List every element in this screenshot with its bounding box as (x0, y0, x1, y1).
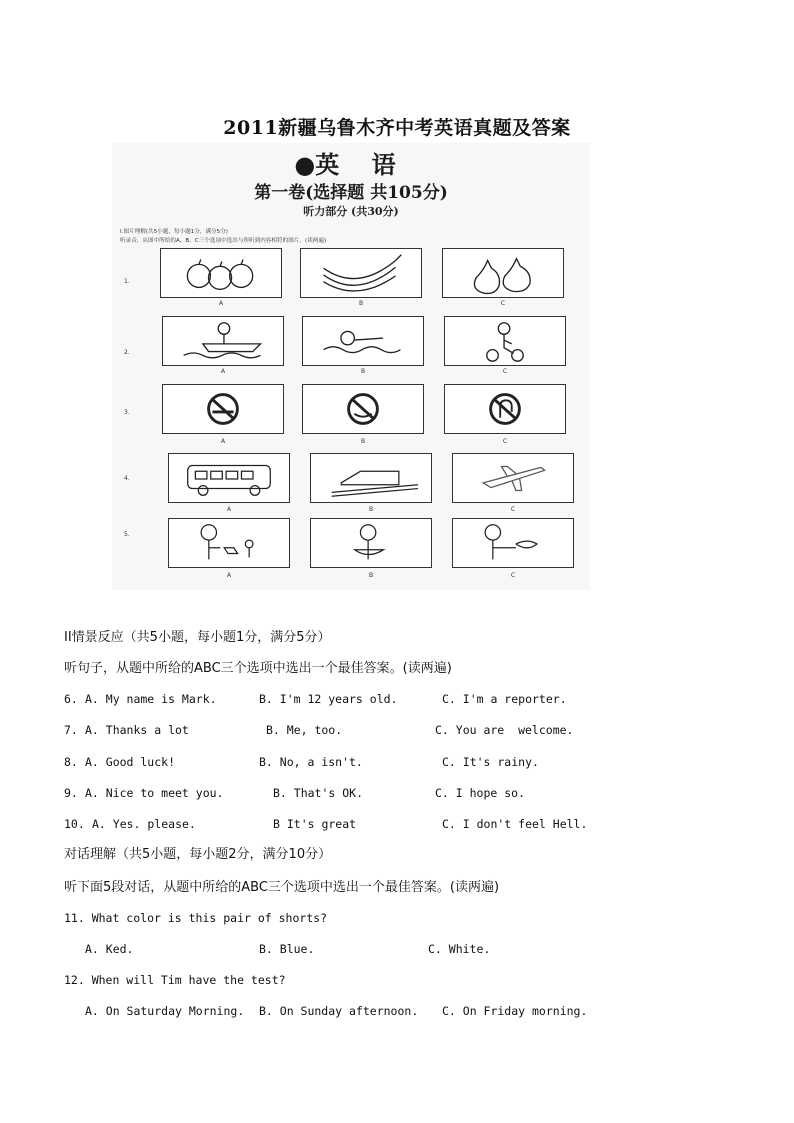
picture-label: C (500, 300, 506, 307)
option-b: B. That's OK. (273, 786, 364, 800)
question-stem: 11. What color is this pair of shorts? (64, 911, 328, 925)
scanned-exam-image (112, 143, 590, 590)
option-b: B. Me, too. (266, 723, 343, 737)
page-title: 2011新疆乌鲁木齐中考英语真题及答案 (223, 117, 571, 139)
option-c: C. It's rainy. (442, 755, 539, 769)
picture-plane (452, 453, 574, 503)
instruction-line: 听录音，从图中所给的A、B、C三个选项中选出与所听到内容相符的图片。(读两遍) (120, 238, 327, 244)
picture-label: B (360, 438, 366, 445)
row-number: 4. (124, 475, 130, 482)
picture-train (310, 453, 432, 503)
option-a: A. On Saturday Morning. (85, 1004, 245, 1018)
picture-bus (168, 453, 290, 503)
section-heading: 听力部分 (共30分) (303, 205, 399, 218)
option-b: B. I'm 12 years old. (259, 692, 398, 706)
picture-label: C (502, 368, 508, 375)
option-a: A. Yes. please. (92, 817, 196, 831)
section3-heading: 对话理解（共5小题，每小题2分，满分10分） (64, 847, 332, 862)
option-a: A. Ked. (85, 942, 134, 956)
section3-instruction: 听下面5段对话，从题中所给的ABC三个选项中选出一个最佳答案。(读两遍) (64, 880, 500, 895)
picture-label: C (510, 506, 516, 513)
instruction-line: I.图片理解(共5小题，每小题1分，满分5分) (120, 229, 228, 235)
question-number: 8. (64, 755, 78, 769)
row-number: 3. (124, 409, 130, 416)
option-b: B It's great (273, 817, 357, 831)
section2-instruction: 听句子，从题中所给的ABC三个选项中选出一个最佳答案。(读两遍) (64, 661, 452, 676)
question-number: 6. (64, 692, 78, 706)
option-b: B. On Sunday afternoon. (259, 1004, 419, 1018)
picture-watering-flowers (168, 518, 290, 568)
picture-label: A (220, 368, 226, 375)
part-heading: 第一卷(选择题 共105分) (254, 183, 448, 203)
picture-cooking (452, 518, 574, 568)
row-number: 1. (124, 278, 130, 285)
option-c: C. On Friday morning. (442, 1004, 588, 1018)
picture-no-u-turn (444, 384, 566, 434)
option-c: C. You are welcome. (435, 723, 574, 737)
picture-cycling (444, 316, 566, 366)
picture-no-smoking (162, 384, 284, 434)
option-a: A. My name is Mark. (85, 692, 217, 706)
option-a: A. Nice to meet you. (85, 786, 224, 800)
row-number: 2. (124, 349, 130, 356)
option-c: C. I hope so. (435, 786, 526, 800)
picture-apples (160, 248, 282, 298)
picture-no-eating (302, 384, 424, 434)
option-c: C. I'm a reporter. (442, 692, 567, 706)
picture-label: B (368, 506, 374, 513)
picture-label: A (226, 572, 232, 579)
option-c: C. I don't feel Hell. (442, 817, 588, 831)
option-b: B. Blue. (259, 942, 315, 956)
picture-label: A (220, 438, 226, 445)
option-b: B. No, a isn't. (259, 755, 363, 769)
question-number: 7. (64, 723, 78, 737)
picture-label: B (358, 300, 364, 307)
question-number: 9. (64, 786, 78, 800)
picture-swimming (302, 316, 424, 366)
picture-label: A (218, 300, 224, 307)
row-number: 5. (124, 531, 130, 538)
picture-washing (310, 518, 432, 568)
subject-heading: ●英 语 (294, 150, 408, 179)
picture-label: C (510, 572, 516, 579)
option-a: A. Good luck! (85, 755, 176, 769)
picture-label: C (502, 438, 508, 445)
picture-bananas (300, 248, 422, 298)
picture-label: B (360, 368, 366, 375)
question-number: 10. (64, 817, 85, 831)
option-c: C. White. (428, 942, 491, 956)
picture-label: A (226, 506, 232, 513)
option-a: A. Thanks a lot (85, 723, 189, 737)
picture-pears (442, 248, 564, 298)
picture-boating (162, 316, 284, 366)
picture-label: B (368, 572, 374, 579)
section2-heading: II情景反应（共5小题，每小题1分，满分5分） (64, 630, 331, 645)
question-stem: 12. When will Tim have the test? (64, 973, 286, 987)
